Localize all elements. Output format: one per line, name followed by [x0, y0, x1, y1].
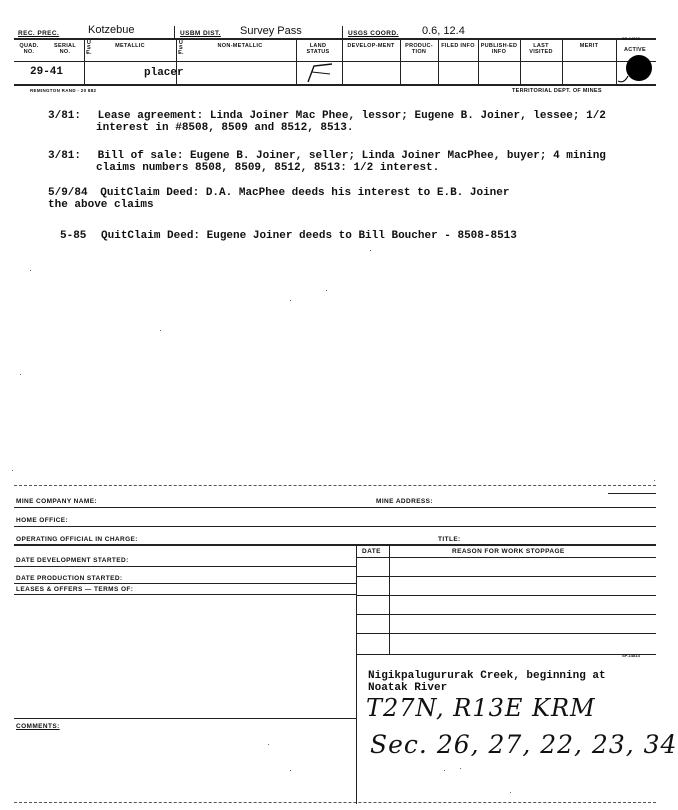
table-rule — [356, 557, 656, 558]
handwritten-township: T27N, R13E KRM — [366, 694, 596, 722]
mine-address-label: MINE ADDRESS: — [376, 498, 433, 505]
lower-rule — [14, 544, 656, 546]
header-divider — [342, 26, 343, 38]
table-left-border — [356, 544, 357, 654]
title-label: TITLE: — [438, 536, 461, 543]
bottom-rule — [14, 802, 656, 803]
entry-text: QuitClaim Deed: D.A. MacPhee deeds his interest to E.B. Joiner — [100, 187, 510, 199]
col-divider — [84, 38, 85, 84]
location-line-2: Noatak River — [368, 682, 448, 694]
development-label: DEVELOP-MENT — [347, 43, 395, 49]
usgs-coord-value: 0.6, 12.4 — [422, 25, 465, 37]
col-divider — [520, 38, 521, 84]
entry-text: Lease agreement: Linda Joiner Mac Phee, lessor; Eugene B. Joiner, lessee; 1/2 — [97, 110, 606, 122]
date-column-header: DATE — [362, 548, 381, 555]
home-office-label: HOME OFFICE: — [16, 517, 69, 524]
entry-4 — [60, 230, 660, 242]
mine-company-name-label: MINE COMPANY NAME: — [16, 498, 97, 505]
table-date-divider — [389, 544, 390, 654]
date-prod-started-label: DATE PRODUCTION STARTED: — [16, 575, 123, 582]
reason-column-header: REASON FOR WORK STOPPAGE — [452, 548, 565, 555]
col-divider — [562, 38, 563, 84]
entry-text: Bill of sale: Eugene B. Joiner, seller; Linda Joiner MacPhee, buyer; 4 mining — [97, 150, 606, 162]
entry-date: 3/81: — [48, 150, 82, 162]
col-divider — [400, 38, 401, 84]
location-line-1: Nigikpalugururak Creek, beginning at — [368, 670, 606, 682]
lower-rule — [14, 566, 356, 567]
serial-no-label: SERIAL NO. — [54, 43, 76, 55]
location-text — [368, 670, 658, 694]
merit-label: MERIT — [579, 43, 599, 49]
quad-no-label: QUAD. NO. — [19, 43, 39, 55]
header-rule-bottom — [14, 84, 656, 86]
table-rule — [356, 576, 656, 577]
land-status-checkmark — [302, 62, 336, 84]
lower-rule — [14, 526, 656, 527]
footer-right: TERRITORIAL DEPT. OF MINES — [512, 88, 602, 94]
handwritten-sections: Sec. 26, 27, 22, 23, 34 — [370, 730, 678, 759]
operating-official-label: OPERATING OFFICIAL IN CHARGE: — [16, 536, 138, 543]
lower-rule — [14, 718, 356, 719]
col-divider — [438, 38, 439, 84]
lower-rule — [14, 583, 356, 584]
nonmetallic-label: NON-METALLIC — [217, 43, 263, 49]
usbm-dist-value: Survey Pass — [240, 25, 302, 37]
leases-label: LEASES & OFFERS — TERMS OF: — [16, 586, 134, 593]
entry-3 — [48, 187, 648, 211]
lower-rule — [14, 507, 656, 508]
form-number: SP-14815 — [622, 36, 640, 41]
usbm-dist-label: USBM DIST. — [180, 30, 221, 37]
active-mark — [616, 74, 630, 84]
entry-date: 5-85 — [60, 230, 87, 242]
entry-2 — [48, 150, 648, 174]
published-info-label: PUBLISH-ED INFO — [480, 43, 518, 55]
usb-b-label: U S E. — [178, 40, 184, 56]
active-label: ACTIVE — [624, 47, 646, 53]
entry-text-cont: interest in #8508, 8509 and 8512, 8513. — [96, 122, 354, 134]
metallic-label: METALLIC — [115, 43, 145, 49]
comments-divider — [356, 654, 357, 804]
table-rule — [356, 614, 656, 615]
footer-left: REMINGTON RAND - 20 882 — [30, 88, 97, 93]
entry-text-cont: claims numbers 8508, 8509, 8512, 8513: 1/2 interest. — [96, 162, 440, 174]
usb-a-label: U S E. — [86, 40, 92, 56]
header-divider — [174, 26, 175, 38]
quad-value: 29-41 — [30, 66, 64, 78]
rec-prec-label: REC. PREC. — [18, 30, 60, 37]
rec-prec-value: Kotzebue — [88, 24, 135, 36]
date-dev-started-label: DATE DEVELOPMENT STARTED: — [16, 557, 129, 564]
production-label: PRODUC-TION — [405, 43, 433, 55]
table-rule — [356, 633, 656, 634]
entry-text: QuitClaim Deed: Eugene Joiner deeds to Bill Boucher - 8508-8513 — [101, 230, 517, 242]
metallic-value: placer — [144, 67, 184, 79]
entry-date: 3/81: — [48, 110, 82, 122]
col-divider — [296, 38, 297, 84]
last-visited-label: LAST VISITED — [529, 43, 553, 55]
entry-1 — [48, 110, 648, 134]
comments-label: COMMENTS: — [16, 723, 60, 730]
usgs-coord-label: USGS COORD. — [348, 30, 399, 37]
form-number-2: SP-14814 — [622, 653, 640, 658]
table-rule — [356, 595, 656, 596]
header-rule-top — [14, 38, 656, 40]
lower-rule — [14, 594, 356, 595]
entry-text-cont: the above claims — [48, 199, 154, 211]
lower-rule-dashed — [14, 485, 656, 486]
col-divider — [342, 38, 343, 84]
table-rule — [356, 654, 656, 655]
col-divider — [478, 38, 479, 84]
filed-info-label: FILED INFO — [441, 43, 475, 49]
lower-rule-tail — [608, 493, 656, 494]
entry-date: 5/9/84 — [48, 187, 88, 199]
land-status-label: LAND STATUS — [306, 43, 330, 55]
